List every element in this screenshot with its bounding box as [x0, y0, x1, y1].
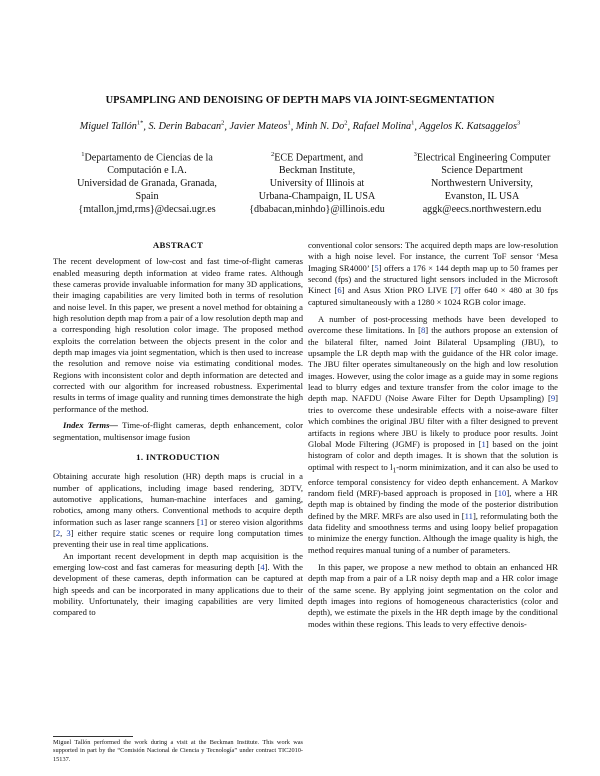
citation-link[interactable]: 8 [420, 325, 426, 336]
footnote-rule [53, 736, 133, 737]
affiliation-illinois: $^2$ECE Department, and Beckman Institute, University of Illinois at Urbana-Champaign, IL USA {dbabacan,minhdo}@illinois.edu [232, 149, 402, 216]
right-column [308, 240, 558, 630]
paper-title: UPSAMPLING AND DENOISING OF DEPTH MAPS VIA JOINT-SEGMENTATION [105, 95, 495, 106]
email: aggk@eecs.northwestern.edu [422, 203, 542, 215]
author-list: Miguel Tallón$^{1*}$, S. Derin Babacan$^2$, Javier Mateos$^1$, Minh N. Do$^2$, Rafael Molina$^1$, Aggelos K. Katsaggelos$^3$ [79, 120, 521, 133]
email: {mtallon,jmd,rms}@decsai.ugr.es [78, 203, 216, 215]
author: Javier Mateos$^1$ [229, 120, 291, 133]
section-heading-introduction: 1. INTRODUCTION [136, 451, 220, 462]
citation-link[interactable]: 7 [453, 285, 458, 296]
right-paragraph-1: conventional color sensors: The acquired depth maps are low-resolution with a high noise level. For instance, the current ToF sensor ‘Mesa Imaging SR4000’ [5] offers a 176 × 144 depth map up to 50 frames per second (fps) and the structured light sensors included in the Microsoft Kinect [6] and Asus Xtion PRO LIVE [7] offer 640 × 480 at 30 fps captured simultaneously with a 1280 × 1024 RGB color image. [308, 240, 558, 307]
email: {dbabacan,minhdo}@illinois.edu [249, 203, 385, 215]
right-paragraph-2: A number of post-processing methods have been developed to overcome these limitations. In [8] the authors propose an extension of the bilateral filter, named Joint Bilateral Upsampling (JBU), to upsample the LR depth map with the guidance of the HR color image. The JBU filter operates simultaneously on the high and low resolution images. However, using the color image as a guide may in some regions lead to blurry edges and texture transfer from the color image to the depth map. NAFDU (Noise Aware Filter for Depth Upsampling) [9] tries to overcome these undesirable effects with a noise-aware filter which combines the original JBU filter with a filter designed to prevent artifacts in regions where JBU is likely to produce poor results. Joint Global Mode Filtering (JGMF) is proposed in [1] based on the joint histogram of color and depth images. It is shown that the solution is optimal with respect to $l_1$-norm minimization, and it can also be used to enforce temporal consistency for video depth enhancement. A Markov random field (MRF)-based approach is proposed in [10], where a HR depth map is obtained by finding the mode of the posterior distribution defined by the MRF. MRFs are also used in [11], reformulating both the data fidelity and smoothness terms and using loopy belief propagation to minimize the energy function. Although the image quality is high, the method requires manual tuning of a number of parameters. [308, 314, 559, 555]
footnote: Miguel Tallón performed the work during a visit at the Beckman Institute. This work was supported in part by the “Comisión Nacional de Ciencia y Tecnología” under contract TIC2010-15137. [53, 739, 303, 763]
author: Minh N. Do$^2$ [295, 120, 348, 133]
citation-link[interactable]: 6 [337, 285, 342, 296]
citation-link[interactable]: 3 [66, 527, 71, 538]
author: Rafael Molina$^1$ [352, 120, 415, 133]
author: S. Derin Babacan$^2$ [148, 120, 225, 133]
left-column [53, 240, 303, 619]
intro-paragraph-2: An important recent development in depth map acquisition is the emerging low-cost and fast cameras for measuring depth [4]. With the development of these cameras, depth information can be captured at high speeds and can be incorporated in many applications due to their mobility. Unfortunately, their imaging capabilities are very limited compared to [53, 550, 303, 618]
citation-link[interactable]: 11 [464, 510, 473, 521]
citation-link[interactable]: 1 [481, 438, 486, 449]
citation-link[interactable]: 2 [55, 527, 61, 538]
citation-link[interactable]: 10 [497, 487, 507, 498]
affiliation-northwestern: $^3$Electrical Engineering Computer Science Department Northwestern University, Evanston, IL USA aggk@eecs.northwestern.edu [392, 149, 572, 216]
citation-link[interactable]: 5 [374, 262, 379, 273]
intro-paragraph-1: Obtaining accurate high resolution (HR) depth maps is crucial in a number of applications, including image based rendering, 3DTV, automotive applications, human-machine interfaces and gaming, robotics, among many others. Conventional methods to acquire depth information such as laser range scanners [1] or stereo vision algorithms [2, 3] either require static scenes or require long computation times preventing their use in real time applications. [53, 471, 303, 550]
citation-link[interactable]: 9 [550, 393, 556, 404]
citation-link[interactable]: 4 [260, 561, 265, 572]
right-paragraph-3: In this paper, we propose a new method to obtain an enhanced HR depth map from a pair of a LR noisy depth map and a HR color image of the same scene. By applying joint segmentation on the color and depth images into regions of homogeneous characteristics (color and depth), we estimate the pixels in the HR depth image by the conditional modes within these regions. This leads to very effective denois- [308, 562, 558, 629]
abstract-text: The recent development of low-cost and fast time-of-flight cameras enabled measuring depth information at video frame rates. Although these cameras provide invaluable information for many 3D applications, their imaging capabilities are very limited both in terms of resolution and noise level. In this paper, we present a novel method for obtaining a high resolution depth map from a pair of a low resolution depth map and a corresponding high resolution color image. The proposed method exploits the correlation between the objects present in the color and depth map images via joint segmentation, which is then used to increase the resolution and remove noise via estimating conditional modes. Regions with inconsistent color and depth information are detected and corrected with our algorithm for increased robustness. Experimental results in terms of image quality and running times demonstrate the high performance of the method. [53, 256, 303, 414]
author: Miguel Tallón$^{1*}$ [79, 120, 144, 133]
citation-link[interactable]: 1 [199, 516, 205, 527]
affiliation-granada: $^1$Departamento de Ciencias de la Computación e I.A. Universidad de Granada, Granada, Spain {mtallon,jmd,rms}@decsai.ugr.es [62, 149, 232, 216]
author: Aggelos K. Katsaggelos$^3$ [419, 120, 521, 133]
abstract-heading: ABSTRACT [152, 240, 204, 250]
index-terms: Index Terms— Time-of-flight cameras, depth enhancement, color segmentation, multisensor image fusion [53, 420, 303, 442]
affiliations [0, 149, 600, 245]
